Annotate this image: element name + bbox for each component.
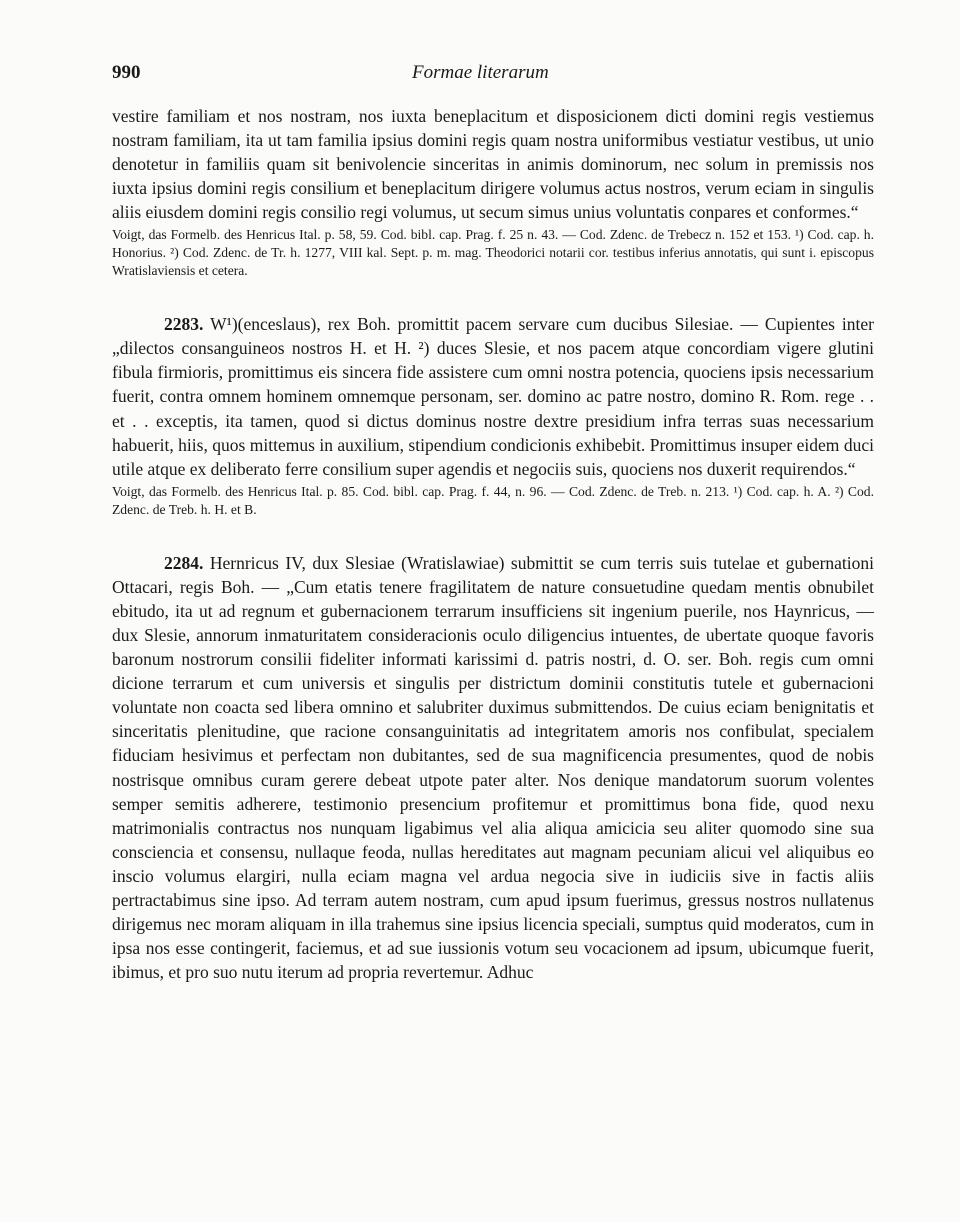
entry-number: 2283. — [164, 314, 204, 335]
intro-section — [112, 104, 874, 280]
entry-number: 2284. — [164, 552, 204, 573]
entry-2283 — [112, 312, 874, 518]
intro-paragraph: vestire familiam et nos nostram, nos iuxta beneplacitum et disposicionem dicti domini regis vestiemus nostram familiam, ita ut tam familia ipsius domini regis quam nostra uniformibus vestiatur vestibus, ut unio denotetur in familiis quam sit benivolencie sinceritas in animis dominorum, nec solum in premissis nos iuxta ipsius domini regis consilium et beneplacitum dirigere volumus actus nostros, verum eciam in singulis aliis eiusdem domini regis consilio regi volumus, ut secum simus unius voluntatis conpares et conformes.“ — [112, 106, 874, 223]
entry-paragraph — [112, 551, 874, 985]
entry-footnote: Voigt, das Formelb. des Henricus Ital. p. 85. Cod. bibl. cap. Prag. f. 44, n. 96. — Cod. Zdenc. de Treb. n. 213. ¹) Cod. cap. h. A. ²) Cod. Zdenc. de Treb. h. H. et B. — [112, 483, 874, 517]
entry-text: Hernricus IV, dux Slesiae (Wratislawiae) submittit se cum terris suis tutelae et gubernationi Ottacari, regis Boh. — „Cum etatis tenere fragilitatem de nature consuetudine quedam mentis obnubilet ebitudo, ita ut ad regnum et gubernacionem terrarum insufficiens sit ingenium puerile, nos Haynricus, — dux Slesie, annorum inmaturitatem consideracionis oculo diligencius intuentes, de ubertate quoque favoris baronum nostrorum consilii fideliter informati karissimi d. patris nostri, d. O. ser. Boh. regis cum omni dicione terrarum et cum universis et singulis per districtum dominii constitutis tutele et gubernacioni voluntate non coacta sed libera omnino et salubriter duximus submittendos. De cuius eciam benignitatis et sinceritatis plenitudine, que racione consanguinitatis ad integritatem amoris nos confibulat, specialem fiduciam hesivimus et perfectam non dubitantes, sed de sua magnificencia presumentes, quod de nobis nostrisque omnibus curam gerere debeat utpote pater alter. Nos denique mandatorum suorum volentes semper semitis adherere, testimonio presencium profitemur et promittimus bona fide, quod nexu matrimonialis contractus nos nunquam ligabimus vel alia aliqua amicicia seu aliter quomodo sine sua consciencia et consensu, nullaque feoda, nullas hereditates aut magnam pecuniam alicui vel aliquibus eo inscio volumus elargiri, nulla eciam magna vel ardua negocia sive in iudiciis sive in factis aliis pertractabimus sine ipso. Ad terram autem nostram, cum apud ipsum fuerimus, gressus nostros nullatenus dirigemus nec moram aliquam in illa trahemus sine ipsius licencia speciali, sumptus quid moderatos, cum in ipsa nos esse contingerit, faciemus, et ad sue iussionis votum seu vocacionem ad ipsum, ubicumque fuerit, ibimus, et pro suo nutu iterum ad propria revertemur. Adhuc — [112, 552, 875, 983]
page-body — [112, 104, 874, 984]
running-title: Formae literarum — [412, 62, 549, 83]
page-header — [112, 62, 872, 92]
page-number: 990 — [112, 62, 141, 83]
intro-footnote: Voigt, das Formelb. des Henricus Ital. p. 58, 59. Cod. bibl. cap. Prag. f. 25 n. 43. — Cod. Zdenc. de Trebecz n. 152 et 153. ¹) Cod. cap. h. Honorius. ²) Cod. Zdenc. de Tr. h. 1277, VIII kal. Sept. p. m. mag. Theodorici notarii cor. testibus inferius annotatis, qui sunt i. episcopus Wratislaviensis et cetera. — [112, 227, 874, 279]
entry-paragraph — [112, 312, 874, 481]
entry-2284 — [112, 551, 874, 985]
entry-text: W¹)(enceslaus), rex Boh. promittit pacem servare cum ducibus Silesiae. — Cupientes inter „dilectos consanguineos nostros H. et H. ²) duces Slesie, et nos pacem atque concordiam vigere glutini fibula firmioris, promittimus eis sincera fide assistere cum omni nostra potencia, quociens ipsis necessarium fuerit, contra omnem hominem omnemque personam, ser. domino ac patre nostro, domino R. Rom. rege . . et . . exceptis, ita tamen, quod si dictus dominus nostre dextre presidium infra terras suas necessarium habuerit, hiis, quos mittemus in auxilium, stipendium condicionis exhibebit. Promittimus insuper eidem duci utile atque ex deliberato ferre consilium super agendis et negociis suis, quociens nos duxerit requirendos.“ — [112, 314, 874, 479]
